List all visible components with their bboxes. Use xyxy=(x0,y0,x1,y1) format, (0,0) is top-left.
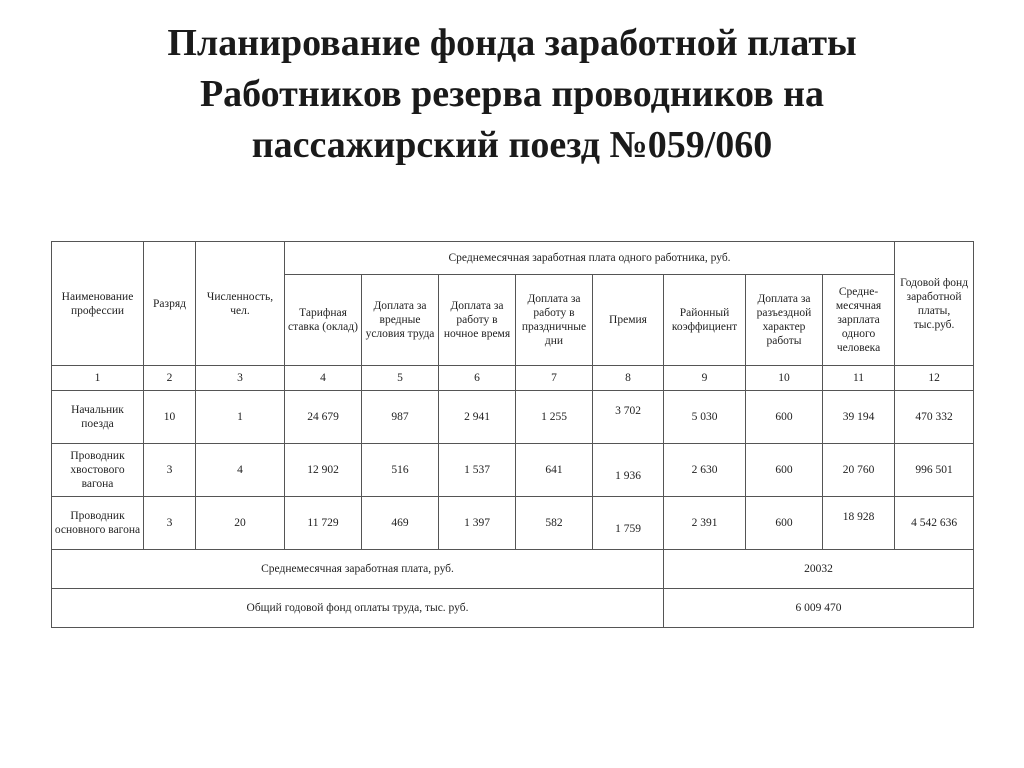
cell-avg-monthly-value: 18 928 xyxy=(842,511,875,523)
column-number-row xyxy=(52,366,974,391)
header-profession: Наименование профессии xyxy=(52,242,144,366)
cell-holiday: 1 255 xyxy=(516,391,593,444)
header-bonus: Премия xyxy=(593,275,664,366)
column-number: 11 xyxy=(823,366,895,391)
cell-regional: 2 391 xyxy=(664,497,746,550)
cell-bonus xyxy=(593,497,664,550)
cell-harmful: 987 xyxy=(362,391,439,444)
column-number: 5 xyxy=(362,366,439,391)
title-line-2: Работников резерва проводников на xyxy=(199,73,825,115)
cell-bonus-value: 1 759 xyxy=(615,523,641,535)
cell-annual-fund: 470 332 xyxy=(895,391,974,444)
cell-grade: 3 xyxy=(144,444,196,497)
header-grade: Разряд xyxy=(144,242,196,366)
cell-bonus-value: 1 936 xyxy=(615,470,641,482)
cell-annual-fund: 4 542 636 xyxy=(895,497,974,550)
cell-grade: 10 xyxy=(144,391,196,444)
summary-row-avg xyxy=(52,550,974,589)
cell-bonus xyxy=(593,391,664,444)
table-row xyxy=(52,497,974,550)
column-number: 10 xyxy=(746,366,823,391)
summary-avg-value: 20032 xyxy=(664,550,974,589)
cell-avg-monthly: 39 194 xyxy=(823,391,895,444)
table-row xyxy=(52,391,974,444)
column-number: 2 xyxy=(144,366,196,391)
column-number: 8 xyxy=(593,366,664,391)
column-number: 12 xyxy=(895,366,974,391)
summary-row-total xyxy=(52,589,974,628)
cell-holiday: 641 xyxy=(516,444,593,497)
cell-tariff: 12 902 xyxy=(285,444,362,497)
header-avg-monthly: Средне-месячная зарплата одного человека xyxy=(823,275,895,366)
cell-harmful: 469 xyxy=(362,497,439,550)
column-number: 1 xyxy=(52,366,144,391)
header-annual-fund: Годовой фонд заработной платы, тыс.руб. xyxy=(895,242,974,366)
cell-grade: 3 xyxy=(144,497,196,550)
header-headcount: Численность, чел. xyxy=(196,242,285,366)
slide-title xyxy=(0,18,1024,171)
cell-night: 1 397 xyxy=(439,497,516,550)
cell-tariff: 24 679 xyxy=(285,391,362,444)
table-row xyxy=(52,444,974,497)
cell-night: 2 941 xyxy=(439,391,516,444)
cell-headcount: 1 xyxy=(196,391,285,444)
cell-bonus-value: 3 702 xyxy=(615,405,641,417)
cell-travel: 600 xyxy=(746,444,823,497)
summary-total-label: Общий годовой фонд оплаты труда, тыс. руб. xyxy=(52,589,664,628)
cell-regional: 2 630 xyxy=(664,444,746,497)
header-harmful: Доплата за вредные условия труда xyxy=(362,275,439,366)
payroll-table xyxy=(51,241,974,628)
header-holiday: Доплата за работу в праздничные дни xyxy=(516,275,593,366)
column-number: 6 xyxy=(439,366,516,391)
cell-regional: 5 030 xyxy=(664,391,746,444)
cell-avg-monthly: 20 760 xyxy=(823,444,895,497)
summary-total-value: 6 009 470 xyxy=(664,589,974,628)
header-travel: Доплата за разъездной характер работы xyxy=(746,275,823,366)
header-regional: Районный коэффициент xyxy=(664,275,746,366)
cell-tariff: 11 729 xyxy=(285,497,362,550)
summary-avg-label: Среднемесячная заработная плата, руб. xyxy=(52,550,664,589)
title-line-1: Планирование фонда заработной платы xyxy=(167,22,857,64)
title-line-3: пассажирский поезд №059/060 xyxy=(251,124,773,166)
cell-headcount: 20 xyxy=(196,497,285,550)
header-row-top xyxy=(52,242,974,275)
cell-headcount: 4 xyxy=(196,444,285,497)
cell-profession: Начальник поезда xyxy=(52,391,144,444)
cell-avg-monthly xyxy=(823,497,895,550)
column-number: 4 xyxy=(285,366,362,391)
cell-profession: Проводник хвостового вагона xyxy=(52,444,144,497)
column-number: 7 xyxy=(516,366,593,391)
cell-annual-fund: 996 501 xyxy=(895,444,974,497)
cell-travel: 600 xyxy=(746,391,823,444)
column-number: 3 xyxy=(196,366,285,391)
cell-holiday: 582 xyxy=(516,497,593,550)
header-avg-salary-group: Среднемесячная заработная плата одного работника, руб. xyxy=(285,242,895,275)
cell-bonus xyxy=(593,444,664,497)
cell-profession: Проводник основного вагона xyxy=(52,497,144,550)
cell-night: 1 537 xyxy=(439,444,516,497)
column-number: 9 xyxy=(664,366,746,391)
cell-travel: 600 xyxy=(746,497,823,550)
header-tariff: Тарифная ставка (оклад) xyxy=(285,275,362,366)
header-night: Доплата за работу в ночное время xyxy=(439,275,516,366)
cell-harmful: 516 xyxy=(362,444,439,497)
